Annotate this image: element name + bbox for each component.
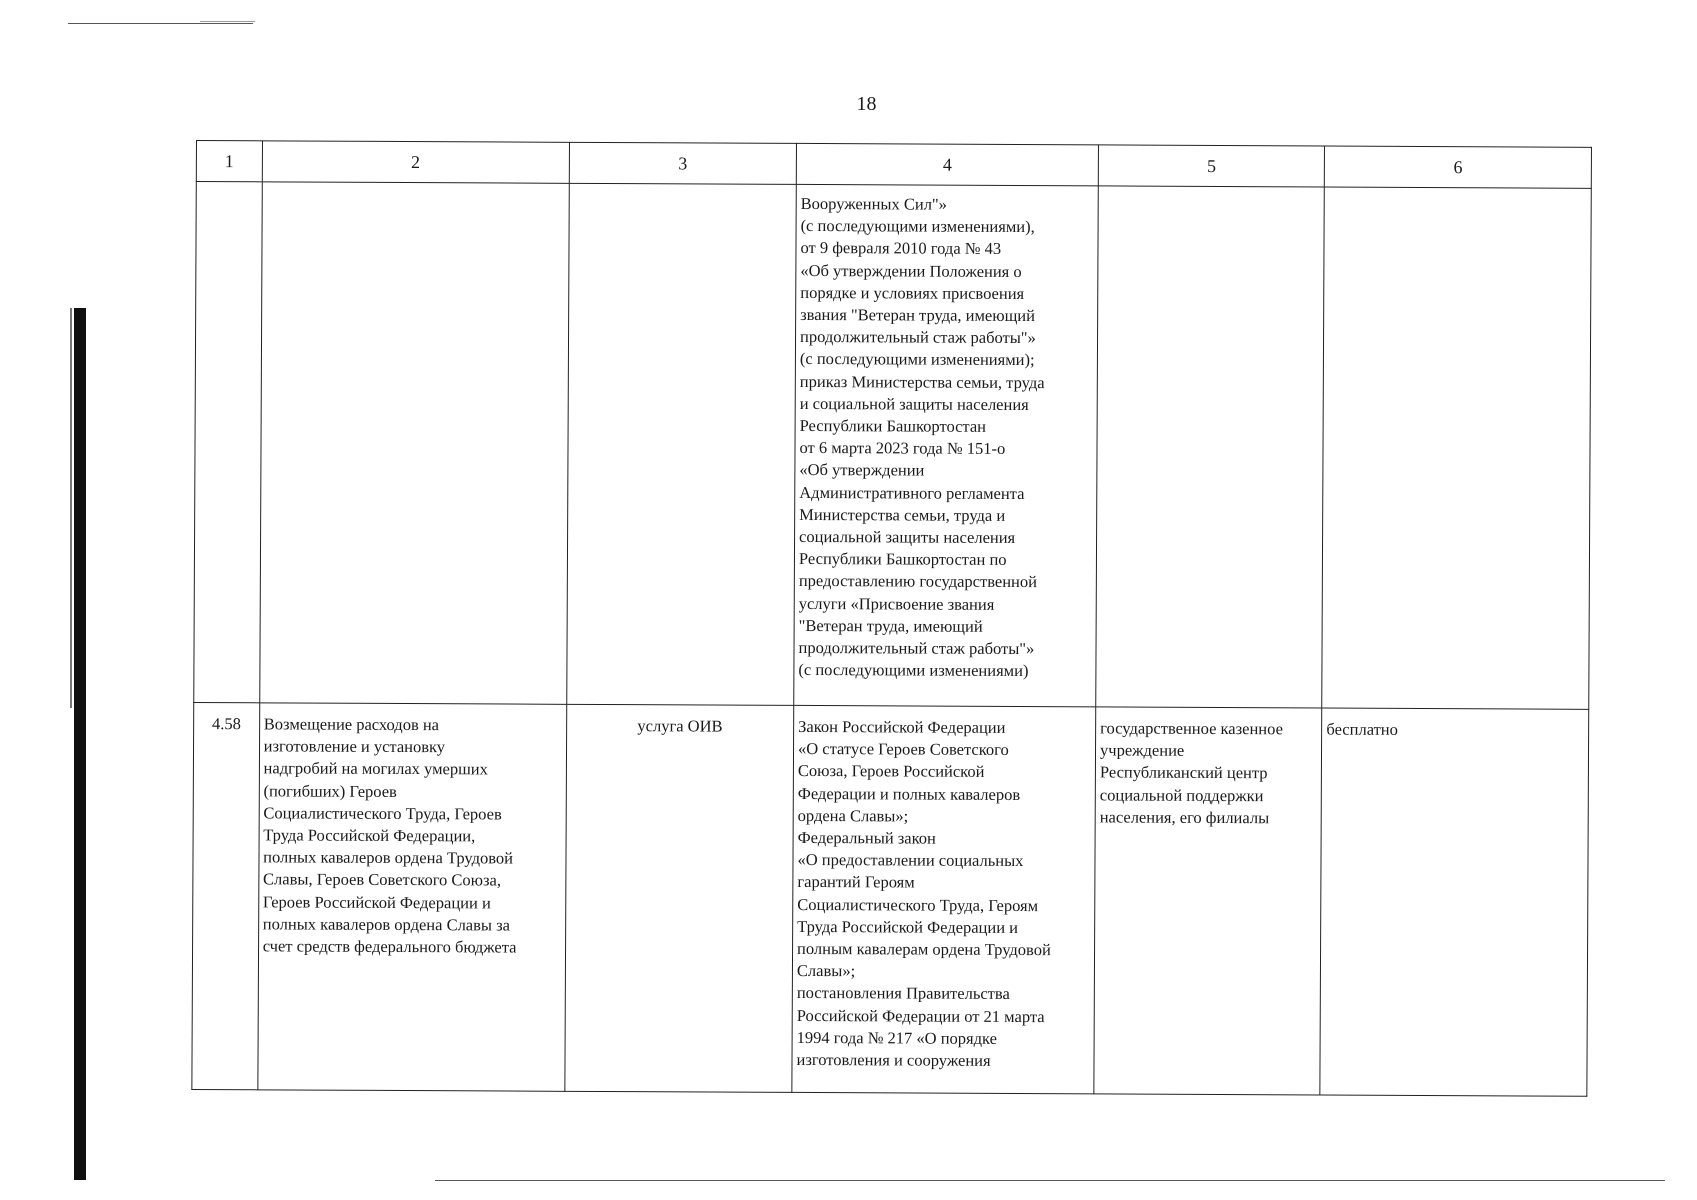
scan-artifact-left-edge-thin bbox=[70, 308, 72, 708]
service-provider bbox=[1096, 186, 1325, 708]
service-name bbox=[259, 182, 569, 704]
scan-artifact-top-line bbox=[68, 23, 253, 24]
column-header-2: 2 bbox=[262, 141, 569, 184]
service-cost: бесплатно bbox=[1320, 708, 1589, 1096]
service-cost bbox=[1322, 187, 1591, 709]
column-header-5: 5 bbox=[1098, 145, 1324, 187]
column-header-4: 4 bbox=[796, 143, 1098, 185]
column-header-3: 3 bbox=[569, 142, 796, 184]
services-table bbox=[191, 140, 1592, 1097]
service-name: Возмещение расходов на изготовление и установку надгробий на могилах умерших (погибших) Героев Социалистического Труда, Героев Труда Российской Федерации, полных кавалеров ордена Трудовой Славы, Героев Советского Союза, Героев Российской Федерации и полных кавалеров ордена Славы за счет средств федерального бюджета bbox=[258, 703, 567, 1091]
scan-artifact-bottom-line bbox=[435, 1180, 1665, 1181]
service-provider: государственное казенное учреждение Республиканский центр социальной поддержки населения, его филиалы bbox=[1094, 707, 1322, 1095]
column-header-1: 1 bbox=[196, 141, 262, 182]
row-number bbox=[194, 182, 262, 703]
scan-artifact-top-line-faint bbox=[200, 21, 255, 22]
table-header-row bbox=[196, 141, 1591, 189]
table-row bbox=[194, 182, 1592, 710]
scan-artifact-left-edge bbox=[74, 308, 86, 1180]
column-header-6: 6 bbox=[1325, 146, 1592, 188]
legal-basis: Вооруженных Сил"» (с последующими изменениями), от 9 февраля 2010 года № 43 «Об утверждении Положения о порядке и условиях присвоения звания "Ветеран труда, имеющий продолжительный стаж работы"» (с последующими изменениями); приказ Министерства семьи, труда и социальной защиты населения Республики Башкортостан от 6 марта 2023 года № 151-о «Об утверждении Административного регламента Министерства семьи, труда и социальной защиты населения Республики Башкортостан по предоставлению государственной услуги «Присвоение звания "Ветеран труда, имеющий продолжительный стаж работы"» (с последующими изменениями) bbox=[794, 184, 1099, 706]
table-row bbox=[192, 702, 1589, 1096]
legal-basis: Закон Российской Федерации «О статусе Героев Советского Союза, Героев Российской Федерации и полных кавалеров ордена Славы»; Федеральный закон «О предоставлении социальных гарантий Героям Социалистического Труда, Героям Труда Российской Федерации и полным кавалерам ордена Трудовой Славы»; постановления Правительства Российской Федерации от 21 марта 1994 года № 217 «О порядке изготовления и сооружения bbox=[792, 705, 1096, 1093]
service-type: услуга ОИВ bbox=[565, 704, 794, 1092]
page-number: 18 bbox=[856, 93, 877, 115]
service-type bbox=[566, 183, 796, 705]
row-number: 4.58 bbox=[192, 702, 260, 1089]
